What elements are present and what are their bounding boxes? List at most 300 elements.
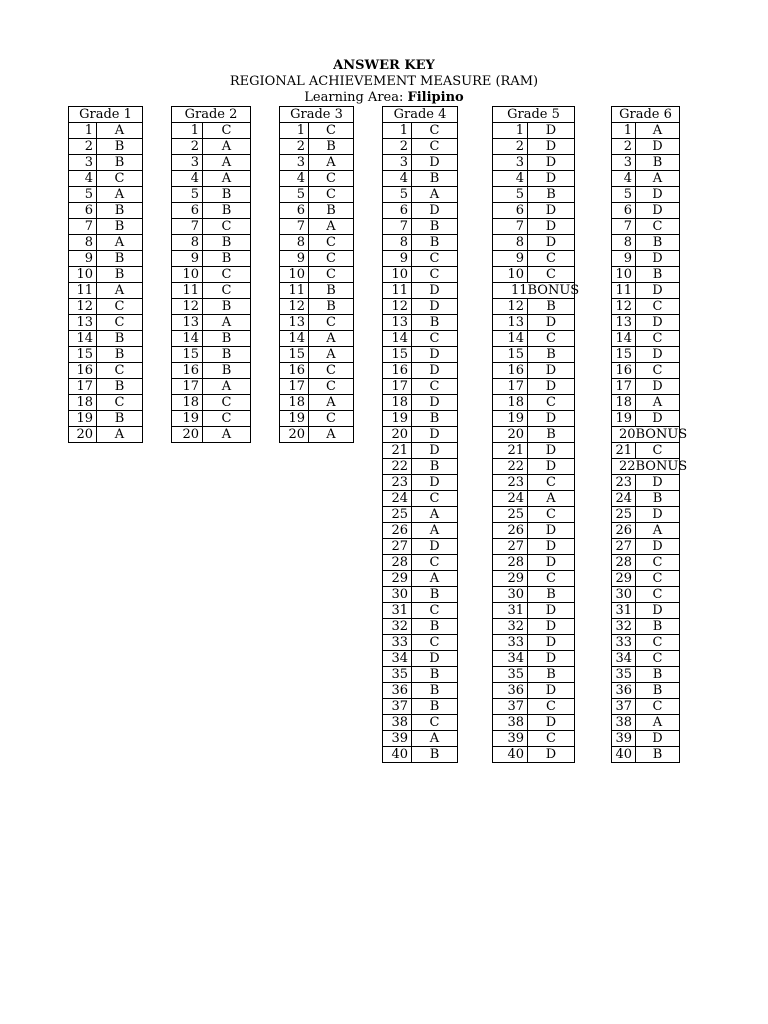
grade-4-header: Grade 4: [383, 107, 458, 123]
item-number: 1: [280, 123, 309, 139]
answer-cell: BONUS: [635, 459, 688, 474]
answer-cell: C: [203, 267, 251, 283]
answer-cell: B: [636, 235, 680, 251]
answer-cell: B: [412, 747, 458, 763]
answer-cell: B: [309, 203, 354, 219]
answer-row: [383, 555, 458, 571]
item-number: 19: [612, 411, 636, 427]
answer-row: [383, 715, 458, 731]
item-number: 9: [493, 251, 528, 267]
answer-cell: D: [528, 443, 575, 459]
answer-row: [493, 555, 575, 571]
item-number: 12: [383, 299, 412, 315]
item-number: 9: [383, 251, 412, 267]
answer-row: [383, 155, 458, 171]
item-number: 20: [612, 427, 636, 443]
answer-cell: D: [528, 603, 575, 619]
answer-row: [383, 139, 458, 155]
answer-row: [493, 459, 575, 475]
answer-cell: B: [203, 251, 251, 267]
item-number: 14: [172, 331, 203, 347]
answer-cell: D: [412, 299, 458, 315]
answer-cell: A: [309, 219, 354, 235]
answer-cell: A: [97, 187, 143, 203]
answer-cell: C: [203, 411, 251, 427]
answer-cell: C: [97, 315, 143, 331]
item-number: 12: [493, 299, 528, 315]
answer-row: [493, 683, 575, 699]
answer-cell: A: [636, 171, 680, 187]
answer-cell: D: [412, 395, 458, 411]
item-number: 7: [69, 219, 97, 235]
item-number: 18: [280, 395, 309, 411]
item-number: 25: [383, 507, 412, 523]
answer-row: [172, 331, 251, 347]
item-number: 28: [493, 555, 528, 571]
learning-area-label: Learning Area:: [304, 90, 408, 105]
answer-cell: C: [412, 715, 458, 731]
answer-cell: A: [636, 523, 680, 539]
item-number: 38: [612, 715, 636, 731]
item-number: 17: [383, 379, 412, 395]
item-number: 8: [69, 235, 97, 251]
answer-row: [612, 187, 680, 203]
answer-cell: B: [528, 299, 575, 315]
answer-cell: C: [412, 603, 458, 619]
item-number: 40: [383, 747, 412, 763]
answer-row: [493, 395, 575, 411]
item-number: 7: [280, 219, 309, 235]
answer-cell: A: [97, 235, 143, 251]
answer-cell: C: [636, 555, 680, 571]
answer-row: [612, 603, 680, 619]
answer-cell: C: [636, 443, 680, 459]
exam-subtitle: REGIONAL ACHIEVEMENT MEASURE (RAM): [229, 74, 539, 89]
item-number: 11: [280, 283, 309, 299]
item-number: 36: [383, 683, 412, 699]
answer-row: [612, 523, 680, 539]
answer-row: [172, 171, 251, 187]
answer-row: [280, 187, 354, 203]
answer-cell: D: [636, 203, 680, 219]
answer-row: [612, 235, 680, 251]
item-number: 33: [493, 635, 528, 651]
item-number: 6: [612, 203, 636, 219]
answer-row: [172, 187, 251, 203]
answer-cell: B: [97, 347, 143, 363]
answer-cell: A: [203, 315, 251, 331]
answer-row: [69, 299, 143, 315]
item-number: 39: [383, 731, 412, 747]
answer-cell: D: [412, 363, 458, 379]
answer-row: [69, 171, 143, 187]
item-number: 4: [172, 171, 203, 187]
item-number: 32: [493, 619, 528, 635]
item-number: 5: [383, 187, 412, 203]
answer-cell: B: [97, 379, 143, 395]
item-number: 23: [612, 475, 636, 491]
answer-row: [493, 603, 575, 619]
answer-cell: B: [412, 619, 458, 635]
answer-cell: D: [636, 731, 680, 747]
answer-row: [280, 379, 354, 395]
item-number: 1: [383, 123, 412, 139]
item-number: 22: [493, 459, 528, 475]
answer-cell: C: [203, 219, 251, 235]
answer-cell: C: [309, 363, 354, 379]
answer-row: [172, 299, 251, 315]
answer-cell: A: [412, 507, 458, 523]
item-number: 9: [280, 251, 309, 267]
answer-cell: A: [97, 123, 143, 139]
item-number: 33: [612, 635, 636, 651]
answer-row: [493, 619, 575, 635]
item-number: 10: [383, 267, 412, 283]
item-number: 19: [172, 411, 203, 427]
item-number: 25: [612, 507, 636, 523]
grade-4-table: [382, 106, 458, 763]
answer-row: [493, 523, 575, 539]
item-number: 18: [612, 395, 636, 411]
answer-row: [493, 235, 575, 251]
answer-row: [69, 363, 143, 379]
answer-row: [383, 411, 458, 427]
answer-cell: A: [412, 571, 458, 587]
answer-row: [383, 235, 458, 251]
answer-row: [172, 347, 251, 363]
item-number: 12: [612, 299, 636, 315]
item-number: 6: [69, 203, 97, 219]
answer-row: [69, 379, 143, 395]
item-number: 10: [172, 267, 203, 283]
answer-row: [383, 539, 458, 555]
answer-cell: B: [412, 235, 458, 251]
answer-row: [493, 315, 575, 331]
answer-row: [493, 283, 575, 299]
answer-row: [493, 331, 575, 347]
answer-cell: D: [528, 651, 575, 667]
answer-row: [280, 123, 354, 139]
item-number: 1: [69, 123, 97, 139]
answer-row: [383, 299, 458, 315]
answer-cell: D: [412, 427, 458, 443]
answer-cell: D: [528, 539, 575, 555]
item-number: 15: [69, 347, 97, 363]
item-number: 16: [383, 363, 412, 379]
grade-2-table: [171, 106, 251, 443]
answer-row: [383, 619, 458, 635]
answer-row: [612, 395, 680, 411]
item-number: 21: [612, 443, 636, 459]
item-number: 13: [493, 315, 528, 331]
answer-cell: C: [203, 395, 251, 411]
answer-cell: B: [636, 267, 680, 283]
answer-row: [280, 171, 354, 187]
answer-row: [612, 699, 680, 715]
answer-row: [280, 283, 354, 299]
answer-row: [612, 315, 680, 331]
answer-cell: D: [528, 379, 575, 395]
answer-row: [612, 731, 680, 747]
item-number: 9: [172, 251, 203, 267]
grade-5-header: Grade 5: [493, 107, 575, 123]
answer-row: [172, 283, 251, 299]
item-number: 39: [612, 731, 636, 747]
answer-cell: C: [412, 139, 458, 155]
answer-row: [69, 331, 143, 347]
answer-cell: B: [528, 187, 575, 203]
item-number: 4: [280, 171, 309, 187]
answer-row: [172, 203, 251, 219]
answer-row: [69, 315, 143, 331]
answer-row: [493, 539, 575, 555]
answer-cell: A: [309, 331, 354, 347]
answer-cell: A: [636, 715, 680, 731]
answer-cell: C: [528, 475, 575, 491]
item-number: 29: [383, 571, 412, 587]
answer-row: [612, 619, 680, 635]
answer-cell: B: [412, 315, 458, 331]
item-number: 5: [280, 187, 309, 203]
item-number: 30: [493, 587, 528, 603]
item-number: 30: [383, 587, 412, 603]
answer-row: [69, 219, 143, 235]
answer-cell: D: [412, 347, 458, 363]
answer-row: [493, 475, 575, 491]
answer-row: [172, 123, 251, 139]
item-number: 6: [493, 203, 528, 219]
answer-cell: A: [636, 395, 680, 411]
answer-row: [493, 171, 575, 187]
answer-cell: D: [412, 443, 458, 459]
answer-cell: C: [309, 123, 354, 139]
answer-cell: D: [412, 539, 458, 555]
answer-cell: B: [528, 667, 575, 683]
answer-cell: C: [412, 555, 458, 571]
learning-area-line: [0, 90, 768, 106]
answer-cell: D: [636, 139, 680, 155]
item-number: 37: [612, 699, 636, 715]
answer-cell: B: [636, 683, 680, 699]
answer-cell: D: [528, 619, 575, 635]
answer-cell: A: [203, 427, 251, 443]
answer-row: [383, 123, 458, 139]
item-number: 20: [172, 427, 203, 443]
answer-cell: B: [412, 699, 458, 715]
answer-cell: D: [528, 123, 575, 139]
item-number: 15: [172, 347, 203, 363]
answer-row: [493, 571, 575, 587]
answer-row: [612, 715, 680, 731]
answer-row: [612, 411, 680, 427]
grade-6-table: [611, 106, 688, 763]
item-number: 4: [383, 171, 412, 187]
grade-2-header: Grade 2: [172, 107, 251, 123]
item-number: 3: [612, 155, 636, 171]
item-number: 30: [612, 587, 636, 603]
item-number: 7: [612, 219, 636, 235]
item-number: 7: [172, 219, 203, 235]
answer-cell: A: [412, 731, 458, 747]
answer-row: [172, 267, 251, 283]
answer-row: [493, 363, 575, 379]
answer-cell: C: [528, 699, 575, 715]
answer-cell: C: [309, 267, 354, 283]
item-number: 37: [493, 699, 528, 715]
answer-cell: D: [636, 475, 680, 491]
answer-cell: B: [636, 619, 680, 635]
answer-row: [493, 379, 575, 395]
item-number: 2: [280, 139, 309, 155]
answer-cell: D: [528, 363, 575, 379]
item-number: 14: [383, 331, 412, 347]
answer-cell: B: [528, 587, 575, 603]
answer-cell: B: [309, 139, 354, 155]
answer-cell: C: [309, 315, 354, 331]
answer-row: [383, 603, 458, 619]
answer-cell: A: [309, 395, 354, 411]
answer-row: [383, 347, 458, 363]
answer-row: [383, 475, 458, 491]
answer-row: [493, 139, 575, 155]
answer-row: [383, 491, 458, 507]
answer-cell: D: [528, 459, 575, 475]
answer-row: [493, 731, 575, 747]
answer-cell: D: [636, 251, 680, 267]
answer-row: [493, 747, 575, 763]
answer-cell: D: [412, 155, 458, 171]
item-number: 11: [172, 283, 203, 299]
item-number: 16: [69, 363, 97, 379]
answer-row: [612, 299, 680, 315]
answer-cell: C: [636, 635, 680, 651]
answer-row: [383, 731, 458, 747]
answer-cell: BONUS: [635, 427, 688, 442]
answer-cell: C: [97, 299, 143, 315]
answer-cell: C: [636, 363, 680, 379]
answer-row: [612, 491, 680, 507]
answer-cell: C: [528, 571, 575, 587]
answer-row: [172, 427, 251, 443]
item-number: 13: [612, 315, 636, 331]
answer-row: [612, 571, 680, 587]
answer-row: [612, 587, 680, 603]
answer-cell: D: [636, 603, 680, 619]
item-number: 6: [280, 203, 309, 219]
item-number: 7: [493, 219, 528, 235]
answer-cell: C: [528, 267, 575, 283]
answer-row: [383, 203, 458, 219]
answer-row: [69, 283, 143, 299]
answer-cell: A: [412, 187, 458, 203]
answer-row: [280, 267, 354, 283]
item-number: 1: [612, 123, 636, 139]
answer-cell: C: [97, 363, 143, 379]
answer-cell: C: [528, 731, 575, 747]
answer-cell: B: [97, 139, 143, 155]
item-number: 11: [383, 283, 412, 299]
item-number: 40: [493, 747, 528, 763]
answer-cell: BONUS: [527, 283, 580, 298]
answer-row: [172, 395, 251, 411]
answer-cell: D: [636, 379, 680, 395]
answer-row: [612, 427, 680, 443]
item-number: 13: [69, 315, 97, 331]
item-number: 16: [612, 363, 636, 379]
answer-cell: D: [412, 475, 458, 491]
answer-row: [280, 235, 354, 251]
item-number: 18: [383, 395, 412, 411]
answer-row: [172, 363, 251, 379]
answer-cell: D: [528, 683, 575, 699]
item-number: 24: [493, 491, 528, 507]
answer-row: [172, 235, 251, 251]
item-number: 26: [383, 523, 412, 539]
item-number: 17: [172, 379, 203, 395]
answer-cell: D: [636, 539, 680, 555]
answer-cell: C: [412, 251, 458, 267]
item-number: 31: [383, 603, 412, 619]
answer-cell: B: [412, 171, 458, 187]
item-number: 28: [612, 555, 636, 571]
item-number: 26: [493, 523, 528, 539]
answer-row: [69, 187, 143, 203]
item-number: 2: [69, 139, 97, 155]
answer-row: [69, 235, 143, 251]
answer-cell: C: [636, 219, 680, 235]
answer-row: [383, 571, 458, 587]
item-number: 1: [493, 123, 528, 139]
item-number: 2: [493, 139, 528, 155]
answer-cell: C: [203, 283, 251, 299]
item-number: 20: [493, 427, 528, 443]
answer-cell: A: [203, 139, 251, 155]
item-number: 4: [493, 171, 528, 187]
answer-row: [69, 427, 143, 443]
answer-cell: C: [309, 187, 354, 203]
item-number: 38: [383, 715, 412, 731]
answer-row: [493, 715, 575, 731]
answer-cell: B: [636, 667, 680, 683]
answer-row: [383, 251, 458, 267]
answer-row: [383, 523, 458, 539]
answer-cell: D: [528, 171, 575, 187]
item-number: 29: [612, 571, 636, 587]
item-number: 21: [493, 443, 528, 459]
item-number: 27: [612, 539, 636, 555]
item-number: 13: [383, 315, 412, 331]
answer-cell: B: [412, 683, 458, 699]
answer-row: [383, 171, 458, 187]
item-number: 15: [612, 347, 636, 363]
answer-row: [612, 155, 680, 171]
item-number: 10: [69, 267, 97, 283]
answer-cell: D: [636, 347, 680, 363]
item-number: 18: [493, 395, 528, 411]
answer-row: [280, 347, 354, 363]
answer-row: [493, 411, 575, 427]
answer-row: [280, 315, 354, 331]
item-number: 3: [172, 155, 203, 171]
answer-row: [493, 635, 575, 651]
answer-row: [493, 187, 575, 203]
answer-row: [280, 139, 354, 155]
item-number: 25: [493, 507, 528, 523]
answer-row: [612, 507, 680, 523]
answer-row: [172, 251, 251, 267]
item-number: 32: [383, 619, 412, 635]
answer-cell: B: [636, 155, 680, 171]
